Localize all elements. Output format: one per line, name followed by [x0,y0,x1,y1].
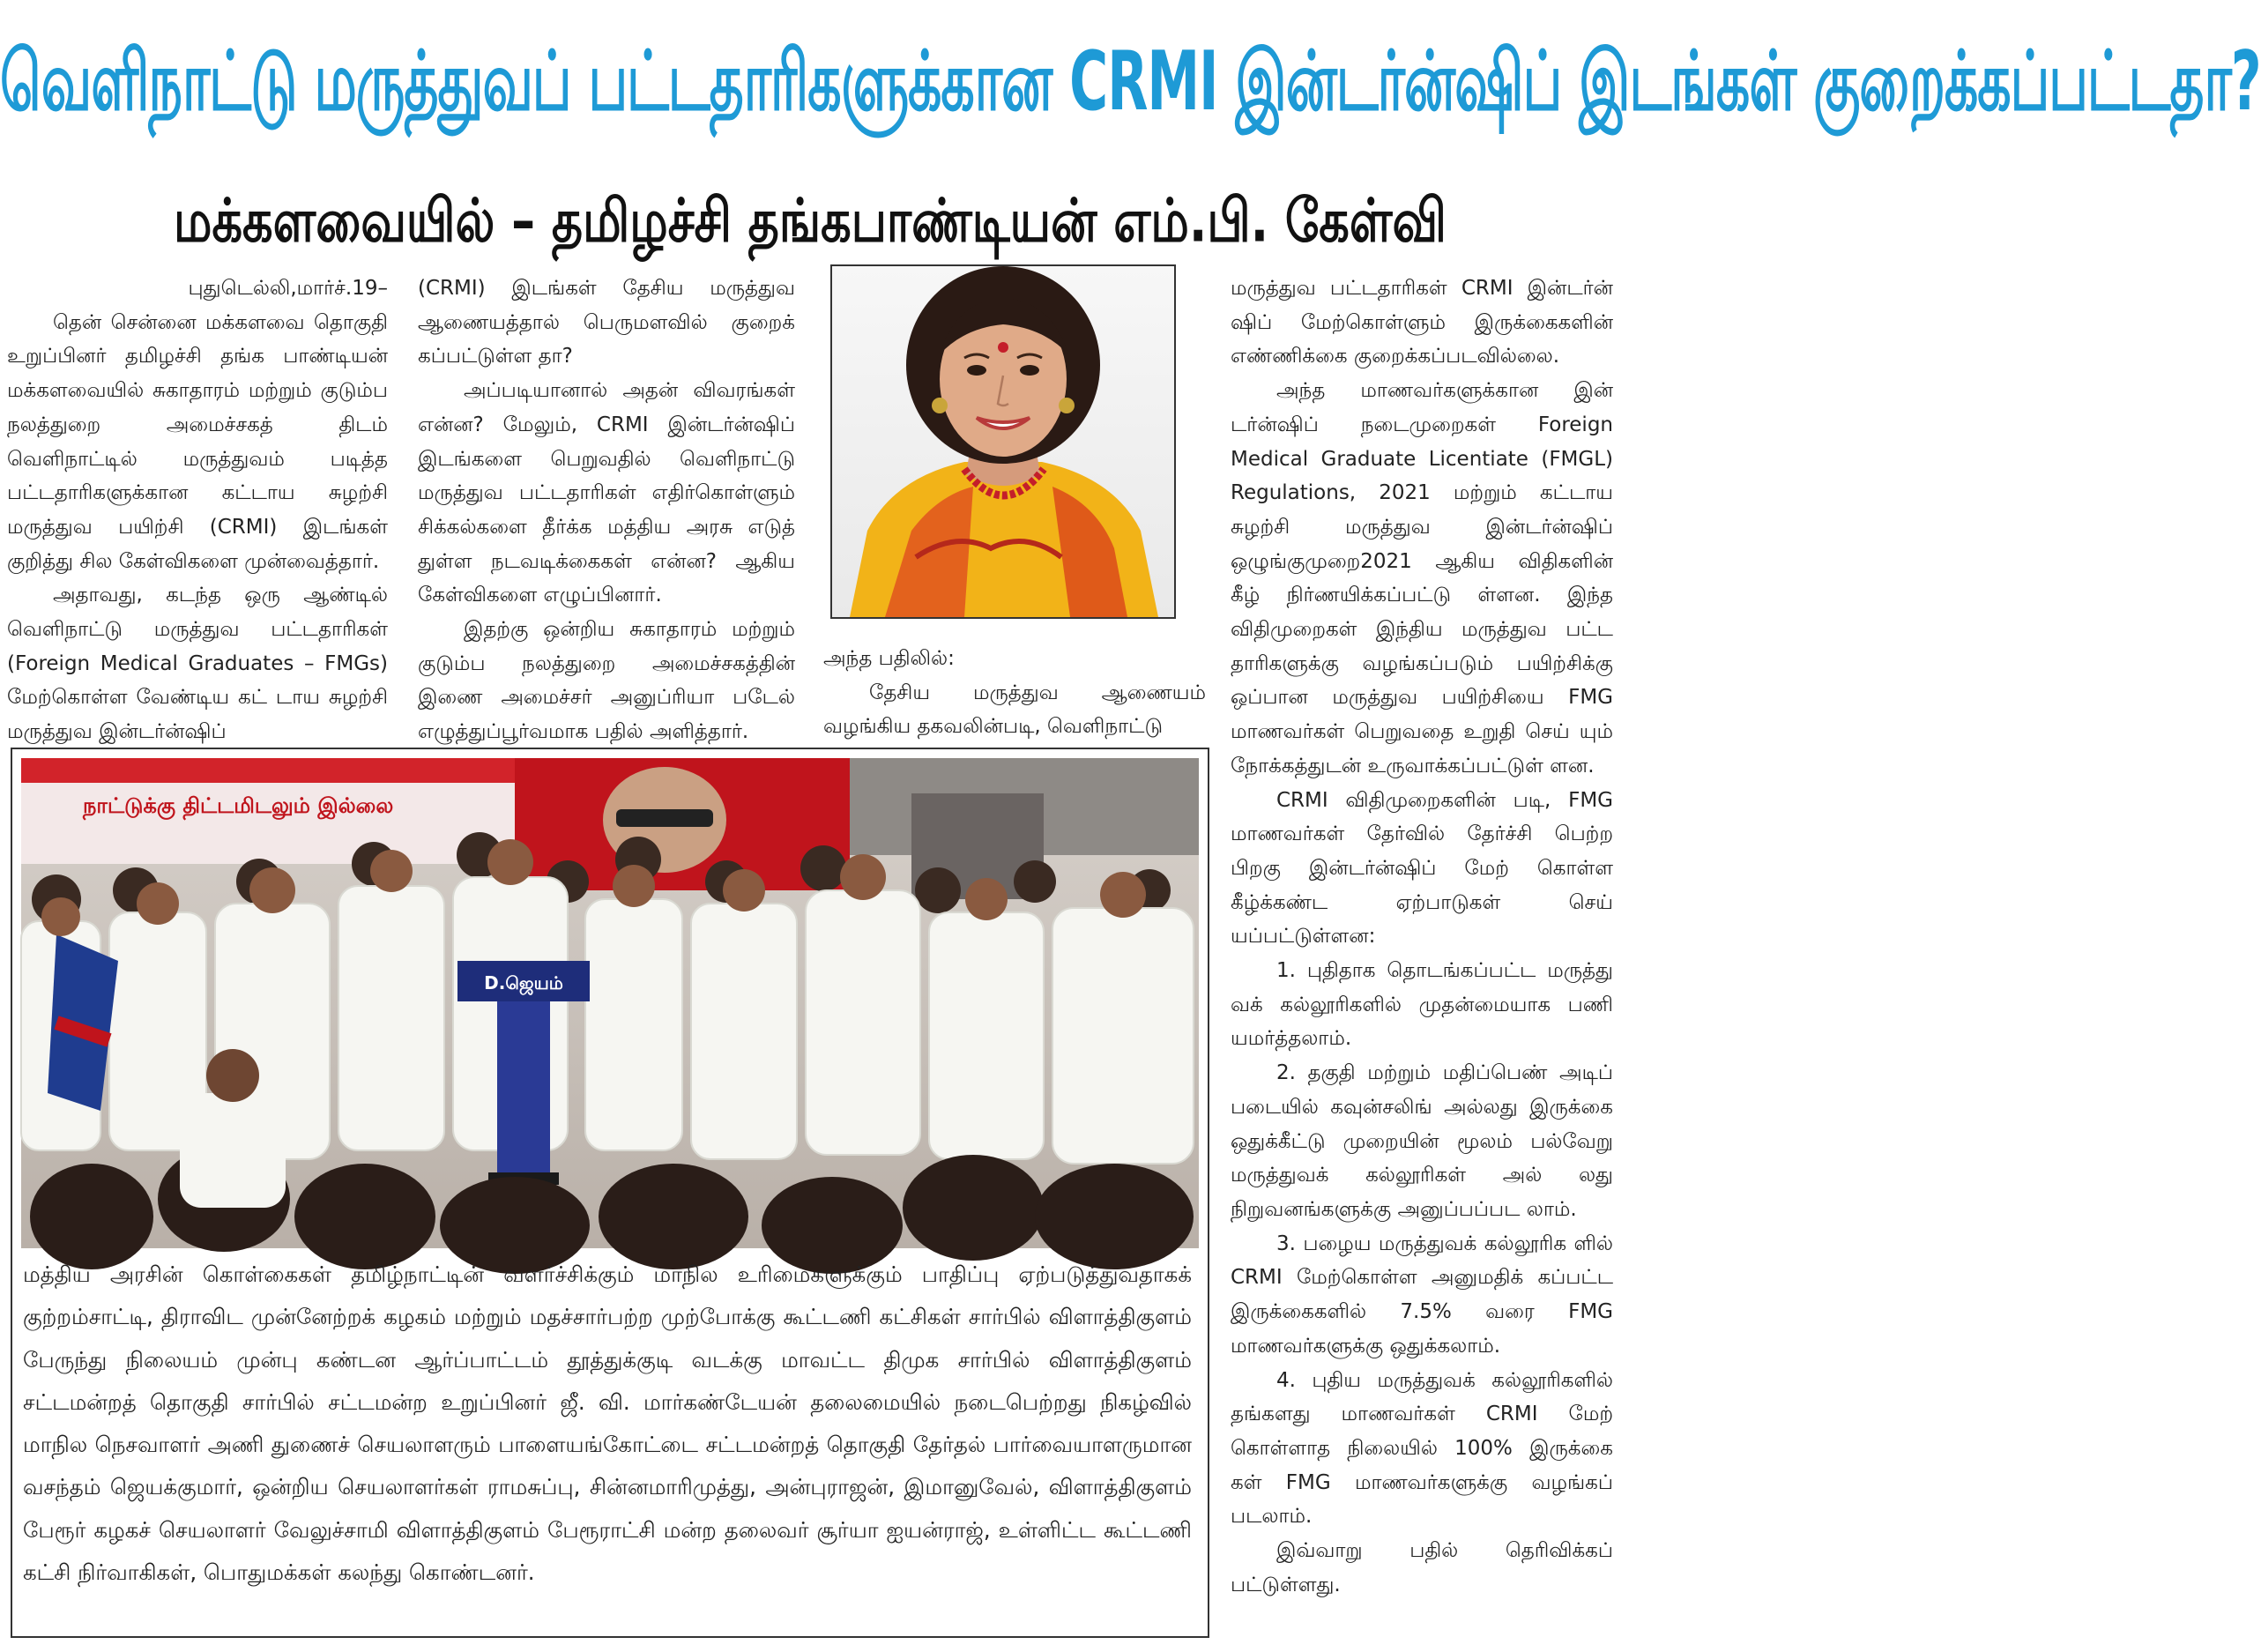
event-photo [21,758,1199,1248]
paragraph: இதற்கு ஒன்றிய சுகாதாரம் மற்றும் குடும்ப நலத்துறை அமைச்சகத்தின் இணை அமைச்சர் அனுப்ரியா படேல் எழுத்துப்பூர்வமாக பதில் அளித்தார். [418,618,795,744]
paragraph: மருத்துவ பட்டதாரிகள் CRMI இன்டர்ன் ஷிப் மேற்கொள்ளும் இருக்கைகளின் எண்ணிக்கை குறைக்கப்படவில்லை. [1231,277,1613,368]
paragraph: (CRMI) இடங்கள் தேசிய மருத்துவ ஆணையத்தால் பெருமளவில் குறைக் கப்பட்டுள்ள தா? [418,277,795,368]
podium-label: D.ஜெயம் [484,972,563,993]
photo-caption [23,1254,1192,1594]
paragraph: 2. தகுதி மற்றும் மதிப்பெண் அடிப் படையில் கவுன்சலிங் அல்லது இருக்கை ஒதுக்கீட்டு முறையின் மூலம் பல்வேறு மருத்துவக் கல்லூரிகள் அல் லது நிறுவனங்களுக்கு அனுப்பப்பட லாம். [1231,1061,1613,1221]
article-column-4 [1231,272,1613,1602]
headline: வெளிநாட்டு மருத்துவப் பட்டதாரிகளுக்கான CRMI இன்டர்ன்ஷிப் இடங்கள் குறைக்கப்பட்டதா? [0,33,2261,130]
portrait-photo [830,264,1176,619]
paragraph: 3. பழைய மருத்துவக் கல்லூரிக ளில் CRMI மேற்கொள்ள அனுமதிக் கப்பட்ட இருக்கைகளில் 7.5% வரை FMG மாணவர்களுக்கு ஒதுக்கலாம். [1231,1232,1613,1358]
paragraph: அந்த பதிலில்: [823,647,955,670]
subheadline: மக்களவையில் – தமிழச்சி தங்கபாண்டியன் எம்.பி. கேள்வி [174,186,1447,256]
paragraph: அப்படியானால் அதன் விவரங்கள் என்ன? மேலும், CRMI இன்டர்ன்ஷிப் இடங்களை பெறுவதில் வெளிநாட்டு மருத்துவ பட்டதாரிகள் எதிர்கொள்ளும் சிக்கல்களை தீர்க்க மத்திய அரசு எடுத் துள்ள நடவடிக்கைகள் என்ன? ஆகிய கேள்விகளை எழுப்பினார். [418,379,795,607]
banner-text: நாட்டுக்கு திட்டமிடலும் இல்லை [83,793,394,818]
dateline: புதுடெல்லி,மார்ச்.19– [188,277,388,300]
article-column-3 [823,642,1206,744]
paragraph: 4. புதிய மருத்துவக் கல்லூரிகளில் தங்களது மாணவர்கள் CRMI மேற் கொள்ளாத நிலையில் 100% இருக்கை கள் FMG மாணவர்களுக்கு வழங்கப் படலாம். [1231,1368,1613,1529]
paragraph: அதாவது, கடந்த ஒரு ஆண்டில் வெளிநாட்டு மருத்துவ பட்டதாரிகள் (Foreign Medical Graduates – FMGs) மேற்கொள்ள வேண்டிய கட் டாய சுழற்சி மருத்துவ இன்டர்ன்ஷிப் [7,584,388,744]
article-column-2 [418,272,795,749]
paragraph: தேசிய மருத்துவ ஆணையம் வழங்கிய தகவலின்படி, வெளிநாட்டு [823,681,1206,739]
paragraph: அந்த மாணவர்களுக்கான இன் டர்ன்ஷிப் நடைமுறைகள் Foreign Medical Graduate Licentiate (FMGL) Regulations, 2021 மற்றும் கட்டாய சுழற்சி மருத்துவ இன்டர்ன்ஷிப் ஒழுங்குமுறை2021 ஆகிய விதிகளின் கீழ் நிர்ணயிக்கப்பட்டு ள்ளன. இந்த விதிமுறைகள் இந்திய மருத்துவ பட்ட தாரிகளுக்கு வழங்கப்படும் பயிற்சிக்கு ஒப்பான மருத்துவ பயிற்சியை FMG மாணவர்கள் பெறுவதை உறுதி செய் யும் நோக்கத்துடன் உருவாக்கப்பட்டுள் ளன. [1231,379,1613,778]
paragraph: தென் சென்னை மக்களவை தொகுதி உறுப்பினர் தமிழச்சி தங்க பாண்டியன் மக்களவையில் சுகாதாரம் மற்றும் குடும்ப நலத்துறை அமைச்சகத் திடம் வெளிநாட்டில் மருத்துவம் படித்த பட்டதாரிகளுக்கான கட்டாய சுழற்சி மருத்துவ பயிற்சி (CRMI) இடங்கள் குறித்து சில கேள்விகளை முன்வைத்தார். [7,310,388,573]
protest-scene-illustration [21,758,1199,1248]
portrait-illustration [832,266,1174,617]
paragraph: 1. புதிதாக தொடங்கப்பட்ட மருத்து வக் கல்லூரிகளில் முதன்மையாக பணி யமர்த்தலாம். [1231,959,1613,1051]
article-column-1 [7,272,388,749]
caption-text: மத்திய அரசின் கொள்கைகள் தமிழ்நாட்டின் வளர்ச்சிக்கும் மாநில உரிமைகளுக்கும் பாதிப்பு ஏற்படுத்துவதாகக் குற்றம்சாட்டி, திராவிட முன்னேற்றக் கழகம் மற்றும் மதச்சார்பற்ற முற்போக்கு கூட்டணி கட்சிகள் சார்பில் விளாத்திகுளம் பேருந்து நிலையம் முன்பு கண்டன ஆர்ப்பாட்டம் தூத்துக்குடி வடக்கு மாவட்ட திமுக சார்பில் விளாத்திகுளம் சட்டமன்றத் தொகுதி சார்பில் சட்டமன்ற உறுப்பினர் ஜீ. வி. மார்கண்டேயன் தலைமையில் நடைபெற்றது நிகழ்வில் மாநில நெசவாளர் அணி துணைச் செயலாளரும் பாளையங்கோட்டை சட்டமன்றத் தொகுதி தேர்தல் பார்வையாளருமான வசந்தம் ஜெயக்குமார், ஒன்றிய செயலாளர்கள் ராமசுப்பு, சின்னமாரிமுத்து, அன்புராஜன், இமானுவேல், விளாத்திகுளம் பேரூர் கழகச் செயலாளர் வேலுச்சாமி விளாத்திகுளம் பேரூராட்சி மன்ற தலைவர் சூர்யா ஐயன்ராஜ், உள்ளிட்ட கூட்டணி கட்சி நிர்வாகிகள், பொதுமக்கள் கலந்து கொண்டனர். [23,1261,1192,1586]
event-photo-box [11,748,1209,1638]
paragraph: CRMI விதிமுறைகளின் படி, FMG மாணவர்கள் தேர்வில் தேர்ச்சி பெற்ற பிறகு இன்டர்ன்ஷிப் மேற் கொள்ள கீழ்க்கண்ட ஏற்பாடுகள் செய் யப்பட்டுள்ளன: [1231,788,1613,949]
paragraph: இவ்வாறு பதில் தெரிவிக்கப் பட்டுள்ளது. [1231,1539,1613,1596]
